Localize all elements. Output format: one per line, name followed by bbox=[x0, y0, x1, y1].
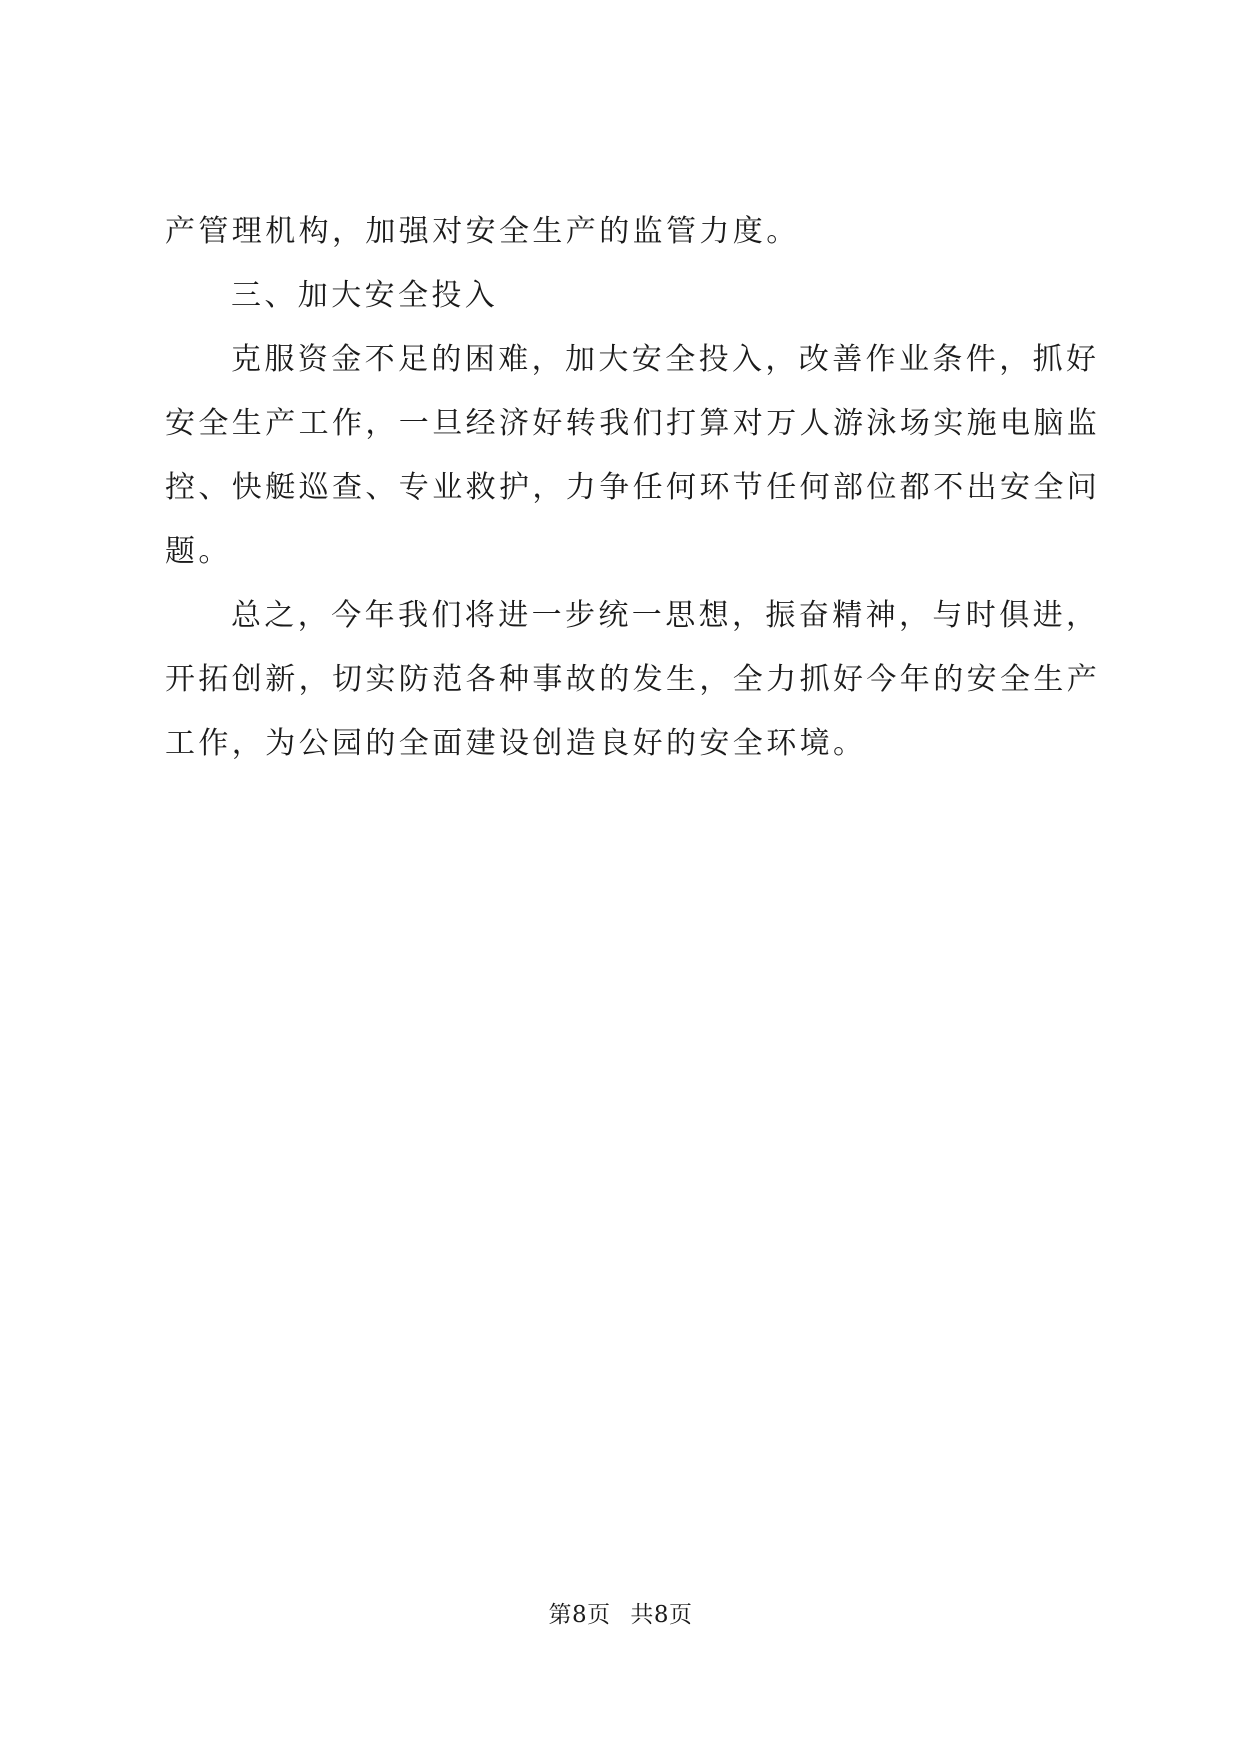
paragraph-line: 总之，今年我们将进一步统一思想，振奋精神，与时俱进， bbox=[231, 598, 1100, 633]
paragraph-line: 开拓创新，切实防范各种事故的发生，全力抓好今年的安全生产 bbox=[165, 662, 1101, 697]
paragraph-line: 克服资金不足的困难，加大安全投入，改善作业条件，抓好 bbox=[231, 342, 1100, 377]
section-heading: 三、加大安全投入 bbox=[231, 278, 499, 313]
paragraph-continuation-line: 产管理机构，加强对安全生产的监管力度。 bbox=[165, 214, 800, 249]
paragraph-line: 工作，为公园的全面建设创造良好的安全环境。 bbox=[165, 726, 867, 761]
paragraph-line: 安全生产工作，一旦经济好转我们打算对万人游泳场实施电脑监 bbox=[165, 406, 1101, 441]
page-number: 第8页 bbox=[548, 1602, 611, 1628]
paragraph-line: 控、快艇巡查、专业救护，力争任何环节任何部位都不出安全问 bbox=[165, 470, 1101, 505]
paragraph-line: 题。 bbox=[165, 534, 232, 569]
page-footer bbox=[0, 1596, 1241, 1629]
document-body bbox=[165, 200, 1101, 776]
page-total: 共8页 bbox=[630, 1602, 693, 1628]
